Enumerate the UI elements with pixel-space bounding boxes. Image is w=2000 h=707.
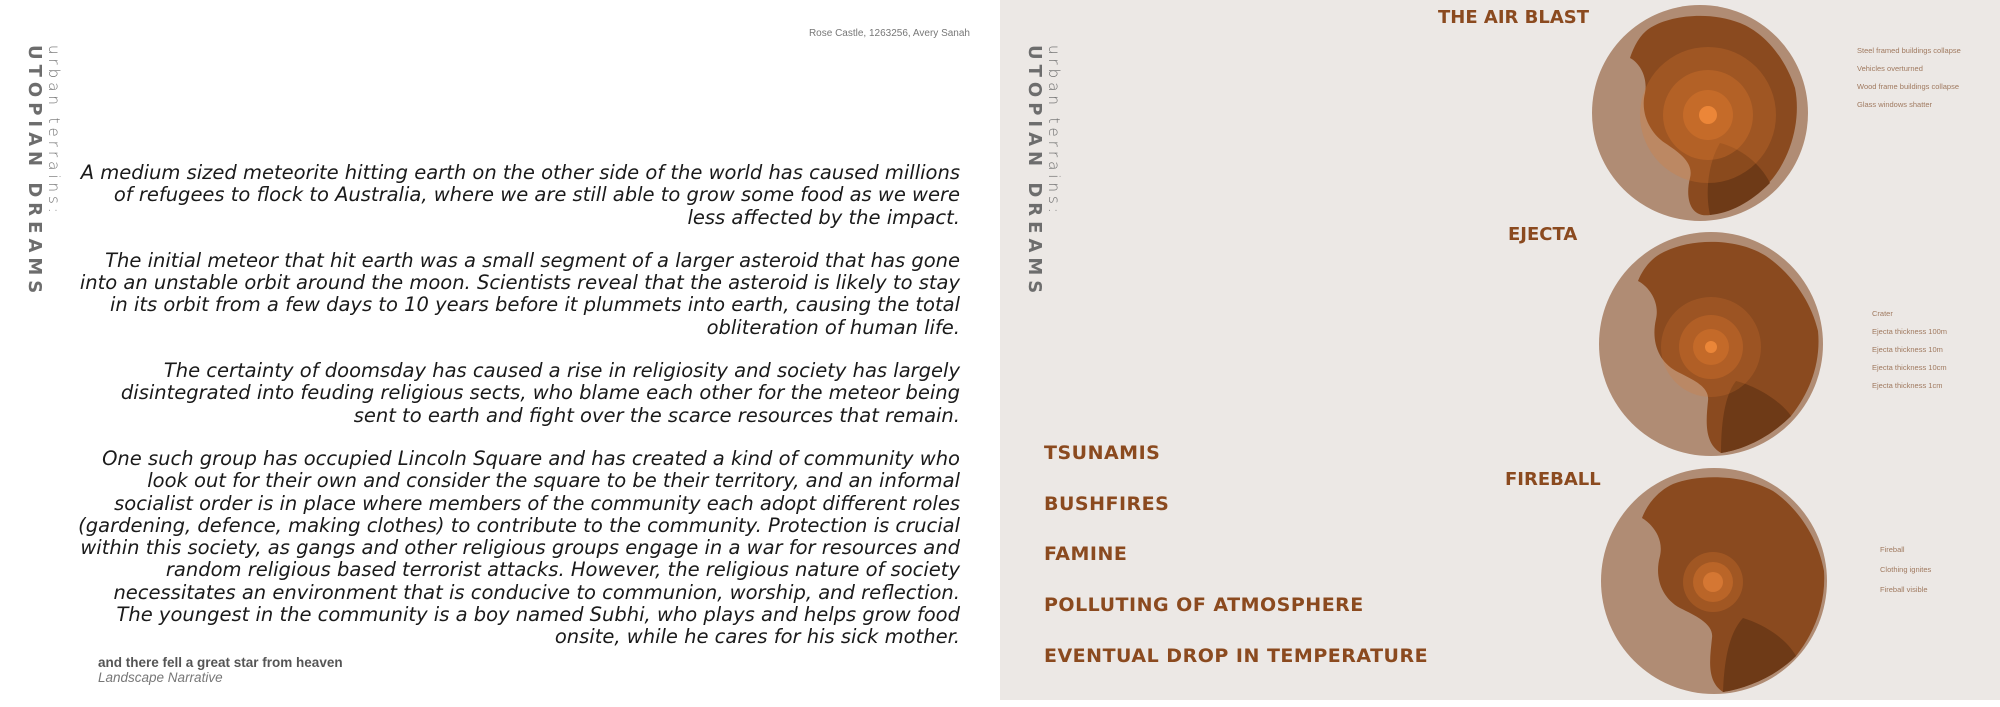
heading-air-blast: THE AIR BLAST [1438,7,1590,28]
fireball-legend [1880,540,1931,600]
vertical-subtitle: urban terrains: [45,45,63,217]
legend-item: Vehicles overturned [1857,64,1923,73]
paragraph-3: The certainty of doomsday has caused a rise in religiosity and society has largely disintegrated into feuding religious sects, who blame each other for the meteor being sent to earth and fight over the scarce resources that remain. [120,359,960,427]
fireball-ring-1 [1703,572,1723,592]
footer-subtitle: Landscape Narrative [98,670,223,685]
vertical-main-title: UTOPIAN DREAMS [24,45,45,299]
legend-item: Clothing ignites [1880,565,1932,574]
vertical-main-title: UTOPIAN DREAMS [1024,45,1045,299]
legend-item: Fireball [1880,545,1905,554]
heading-ejecta: EJECTA [1508,224,1578,245]
effect-bushfires: BUSHFIRES [1044,493,1170,515]
paragraph-4: One such group has occupied Lincoln Square and has created a kind of community who look out for their own and consider the square to be their territory, and an informal socialist order is in place where members of the community each adopt different roles (gardening, defence, making clothes) to contribute to the community. Protection is crucial within this society, as gangs and other religious groups engage in a war for resources and random religious based terrorist attacks. However, the religious nature of society necessitates an environment that is conducive to communion, worship, and reflection. The youngest in the community is a boy named Subhi, who plays and helps grow food onsite, while he cares for his sick mother. [78,446,960,649]
blast-ring-1 [1699,106,1717,124]
ejecta-crater [1705,341,1717,353]
legend-item: Ejecta thickness 10cm [1872,363,1947,372]
vertical-title-right [1024,45,1063,298]
impact-panel [1000,0,2000,700]
air-blast-globe [1590,3,1810,223]
effect-tsunamis: TSUNAMIS [1044,442,1161,464]
legend-item: Steel framed buildings collapse [1857,46,1961,55]
paragraph-1: A medium sized meteorite hitting earth on the other side of the world has caused millions of refugees to flock to Australia, where we are still able to grow some food as we were less affected by the impact. [80,161,960,229]
legend-item: Ejecta thickness 10m [1872,345,1943,354]
author-credit: Rose Castle, 1263256, Avery Sanah [808,28,970,39]
effect-temperature-drop: EVENTUAL DROP IN TEMPERATURE [1044,645,1429,667]
narrative-text [75,162,960,670]
paragraph-2: The initial meteor that hit earth was a small segment of a larger asteroid that has gone into an unstable orbit around the moon. Scientists reveal that the asteroid is likely to stay in its orbit from a few days to 10 years before it plummets into earth, causing the total obliteration of human life. [79,248,960,339]
footer-title: and there fell a great star from heaven [98,655,343,670]
legend-item: Ejecta thickness 1cm [1872,381,1943,390]
legend-item: Crater [1872,309,1893,318]
heading-fireball: FIREBALL [1505,469,1601,490]
legend-item: Wood frame buildings collapse [1857,82,1960,91]
vertical-title-left [24,45,63,298]
legend-item: Fireball visible [1880,585,1928,594]
air-blast-legend [1857,42,1961,114]
ejecta-legend [1872,305,1947,395]
legend-item: Glass windows shatter [1857,100,1933,109]
vertical-subtitle: urban terrains: [1045,45,1063,217]
legend-item: Ejecta thickness 100m [1872,327,1948,336]
ejecta-globe [1596,231,1826,457]
fireball-globe [1598,466,1830,696]
footer [98,655,343,685]
effect-famine: FAMINE [1044,543,1128,565]
effect-polluting: POLLUTING OF ATMOSPHERE [1044,594,1364,616]
